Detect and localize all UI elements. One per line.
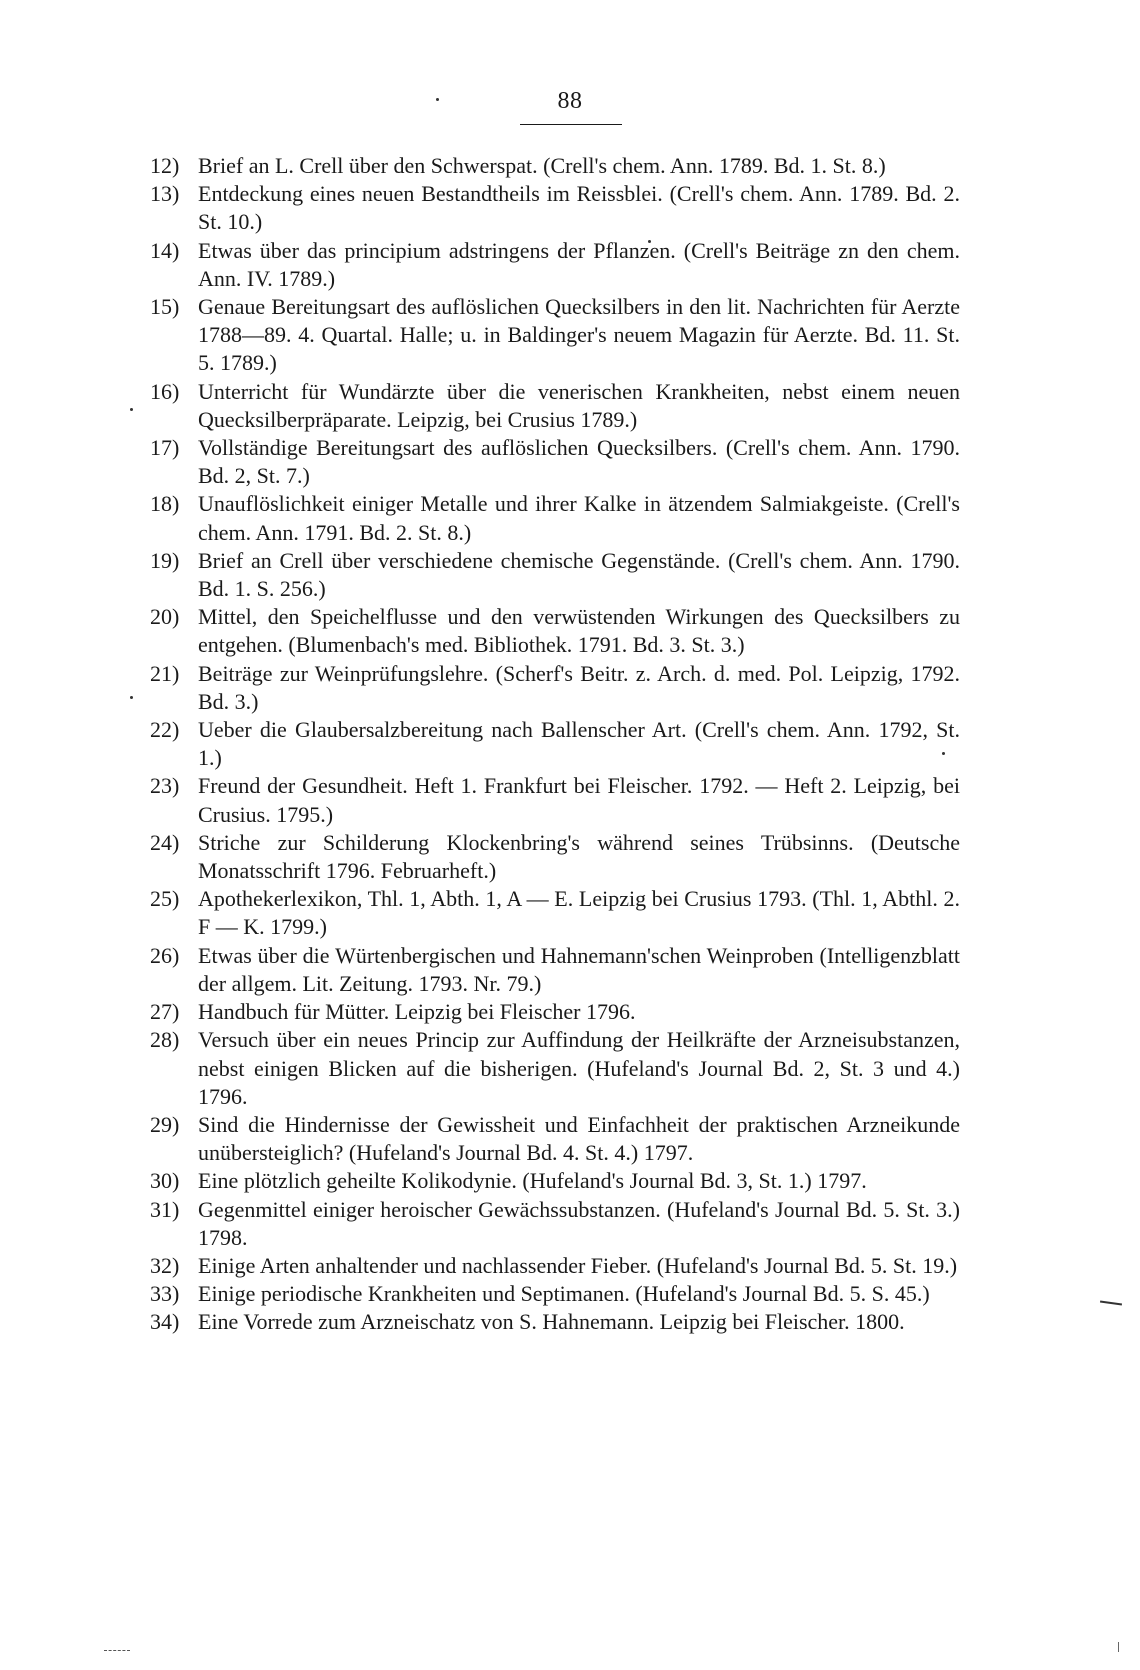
entry-number: 33) — [150, 1281, 180, 1307]
list-item — [150, 885, 960, 941]
entry-text: Eine Vorrede zum Arzneischatz von S. Hahnemann. Leipzig bei Fleischer. 1800. — [198, 1309, 905, 1335]
entry-number: 26) — [150, 942, 180, 968]
entry-number: 13) — [150, 181, 180, 207]
entry-text: Unauflöslichkeit einiger Metalle und ihrer Kalke in ätzendem Salmiakgeiste. (Crell's chem. Ann. 1791. Bd. 2. St. 8.) — [198, 491, 960, 545]
list-item — [150, 293, 960, 378]
entry-number: 12) — [150, 153, 180, 178]
list-item — [150, 152, 960, 180]
entry-number: 16) — [150, 378, 180, 404]
entry-text: Einige periodische Krankheiten und Septimanen. (Hufeland's Journal Bd. 5. S. 45.) — [198, 1281, 930, 1307]
list-item — [150, 434, 960, 490]
list-item — [150, 547, 960, 603]
entry-text: Beiträge zur Weinprüfungslehre. (Scherf's Beitr. z. Arch. d. med. Pol. Leipzig, 1792. Bd. 3.) — [198, 660, 960, 714]
list-item — [150, 180, 960, 236]
entry-text: Entdeckung eines neuen Bestandtheils im Reissblei. (Crell's chem. Ann. 1789. Bd. 2. St. 10.) — [198, 181, 960, 235]
entry-number: 20) — [150, 604, 180, 630]
entry-text: Versuch über ein neues Princip zur Auffindung der Heilkräfte der Arzneisubstanzen, nebst einigen Blicken auf die bisherigen. (Hufeland's Journal Bd. 2, St. 3 und 4.) 1796. — [198, 1027, 960, 1109]
entry-number: 19) — [150, 547, 180, 573]
list-item — [150, 1280, 960, 1308]
entry-text: Brief an Crell über verschiedene chemische Gegenstände. (Crell's chem. Ann. 1790. Bd. 1. S. 256.) — [198, 547, 960, 602]
entry-number: 24) — [150, 829, 180, 855]
entry-text: Unterricht für Wundärzte über die venerischen Krankheiten, nebst einem neuen Quecksilberpräparate. Leipzig, bei Crusius 1789.) — [198, 378, 960, 432]
list-item — [150, 1167, 960, 1195]
list-item — [150, 603, 960, 659]
entry-text: Sind die Hindernisse der Gewissheit und Einfachheit der praktischen Arzneikunde unübersteiglich? (Hufeland's Journal Bd. 4. St. 4.) 1797. — [198, 1111, 960, 1166]
list-item — [150, 378, 960, 434]
page-number-rule — [520, 124, 622, 125]
entry-number: 30) — [150, 1168, 180, 1194]
entry-number: 17) — [150, 435, 180, 461]
list-item — [150, 1308, 960, 1336]
list-item — [150, 1252, 960, 1280]
list-item — [150, 772, 960, 828]
stray-dot-left-16 — [130, 408, 133, 411]
entry-number: 22) — [150, 717, 180, 743]
entry-text: Vollständige Bereitungsart des auflöslichen Quecksilbers. (Crell's chem. Ann. 1790. Bd. 2, St. 7.) — [198, 435, 960, 489]
entry-number: 27) — [150, 999, 180, 1025]
entry-number: 29) — [150, 1111, 180, 1137]
entry-text: Brief an L. Crell über den Schwerspat. (Crell's chem. Ann. 1789. Bd. 1. St. 8.) — [198, 153, 886, 178]
entry-text: Einige Arten anhaltender und nachlassender Fieber. (Hufeland's Journal Bd. 5. St. 19.) — [198, 1252, 958, 1278]
entry-number: 25) — [150, 886, 180, 912]
list-item — [150, 1111, 960, 1167]
scan-mark-right — [1118, 1642, 1119, 1652]
margin-mark — [1100, 1300, 1122, 1305]
entry-number: 31) — [150, 1196, 180, 1222]
entry-number: 34) — [150, 1309, 180, 1335]
entry-text: Handbuch für Mütter. Leipzig bei Fleischer 1796. — [198, 999, 636, 1025]
page-number: 88 — [557, 88, 583, 114]
entry-text: Ueber die Glaubersalzbereitung nach Ballenscher Art. (Crell's chem. Ann. 1792, St. 1.) — [198, 717, 960, 771]
entry-number: 23) — [150, 773, 180, 799]
entry-text: Apothekerlexikon, Thl. 1, Abth. 1, A — E. Leipzig bei Crusius 1793. (Thl. 1, Abthl. 2. F — K. 1799.) — [198, 886, 960, 940]
list-item — [150, 1196, 960, 1252]
stray-dot-left-21 — [130, 696, 133, 699]
list-item — [150, 998, 960, 1026]
stray-dot-top — [436, 98, 439, 101]
entry-number: 14) — [150, 237, 180, 263]
list-item — [150, 490, 960, 546]
entry-text: Etwas über die Würtenbergischen und Hahnemann'schen Weinproben (Intelligenzblatt der allgem. Lit. Zeitung. 1793. Nr. 79.) — [198, 942, 960, 996]
entry-number: 21) — [150, 660, 180, 686]
list-item — [150, 660, 960, 716]
entry-text: Gegenmittel einiger heroischer Gewächssubstanzen. (Hufeland's Journal Bd. 5. St. 3.) 1798. — [198, 1196, 960, 1250]
entry-text: Etwas über das principium adstringens der Pflanzen. (Crell's Beiträge zn den chem. Ann. IV. 1789.) — [198, 237, 960, 291]
list-item — [150, 716, 960, 772]
bibliography-list — [150, 152, 960, 1337]
list-item — [150, 1026, 960, 1111]
entry-text: Eine plötzlich geheilte Kolikodynie. (Hufeland's Journal Bd. 3, St. 1.) 1797. — [198, 1168, 867, 1194]
entry-text: Freund der Gesundheit. Heft 1. Frankfurt bei Fleischer. 1792. — Heft 2. Leipzig, bei Crusius. 1795.) — [198, 773, 960, 827]
entry-number: 28) — [150, 1027, 180, 1053]
entry-number: 18) — [150, 491, 180, 517]
entry-number: 15) — [150, 294, 180, 320]
list-item — [150, 942, 960, 998]
scan-mark-left — [104, 1650, 130, 1651]
entry-text: Striche zur Schilderung Klockenbring's während seines Trübsinns. (Deutsche Monatsschrift 1796. Februarheft.) — [198, 829, 960, 884]
entry-number: 32) — [150, 1252, 180, 1278]
list-item — [150, 237, 960, 293]
list-item — [150, 829, 960, 885]
entry-text: Genaue Bereitungsart des auflöslichen Quecksilbers in den lit. Nachrichten für Aerzte 1788—89. 4. Quartal. Halle; u. in Baldinger's neuem Magazin für Aerzte. Bd. 11. St. 5. 1789.) — [198, 294, 960, 376]
entry-text: Mittel, den Speichelflusse und den verwüstenden Wirkungen des Quecksilbers zu entgehen. (Blumenbach's med. Bibliothek. 1791. Bd. 3. St. 3.) — [198, 604, 960, 658]
